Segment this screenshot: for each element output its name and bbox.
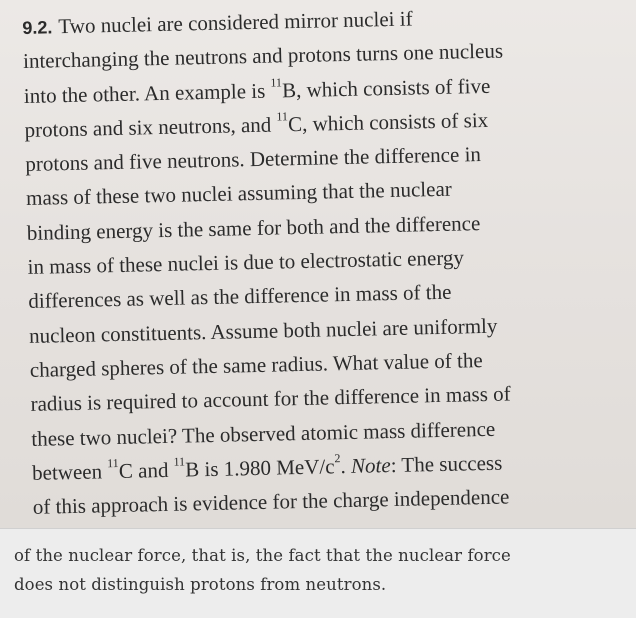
continuation-text bbox=[14, 541, 511, 599]
text-line: differences as well as the difference in mass of the bbox=[28, 280, 452, 314]
text-line: interchanging the neutrons and protons turns one nucleus bbox=[22, 38, 504, 74]
text-line: between $^{11}$C and $^{11}$B is 1.980 MeV/$c^2$. Note: The success bbox=[31, 450, 503, 485]
text-line: into the other. An example is $^{11}$B, which consists of five bbox=[23, 73, 491, 108]
scanned-continuation bbox=[0, 528, 636, 618]
text-line: in mass of these nuclei is due to electrostatic energy bbox=[27, 245, 465, 280]
problem-text bbox=[22, 0, 636, 524]
problem-number: 9.2. bbox=[22, 17, 53, 38]
text-line: these two nuclei? The observed atomic mass difference bbox=[31, 416, 496, 451]
exponent-superscript: 2 bbox=[334, 451, 341, 466]
note-label: Note bbox=[350, 452, 391, 478]
text-line: charged spheres of the same radius. What value of the bbox=[29, 348, 483, 382]
text-line: does not distinguish protons from neutrons. bbox=[14, 575, 387, 594]
text-line: 9.2. Two nuclei are considered mirror nuclei if bbox=[22, 6, 413, 39]
text-line: mass of these two nuclei assuming that the nuclear bbox=[25, 177, 453, 211]
mass-number-superscript: 11 bbox=[270, 74, 283, 90]
mass-number-superscript: 11 bbox=[276, 109, 289, 124]
mass-number-superscript: 11 bbox=[106, 455, 119, 471]
text-line: of the nuclear force, that is, the fact that the nuclear force bbox=[14, 546, 511, 565]
text-line: protons and six neutrons, and $^{11}$C, which consists of six bbox=[24, 107, 489, 142]
text-line: nucleon constituents. Assume both nuclei are uniformly bbox=[28, 313, 498, 348]
mass-number-superscript: 11 bbox=[173, 454, 186, 469]
text-line: of this approach is evidence for the charge independence bbox=[32, 484, 510, 520]
text-line: binding energy is the same for both and the difference bbox=[26, 210, 481, 245]
text-line: protons and five neutrons. Determine the difference in bbox=[25, 142, 482, 177]
text-line: radius is required to account for the difference in mass of bbox=[30, 381, 511, 417]
